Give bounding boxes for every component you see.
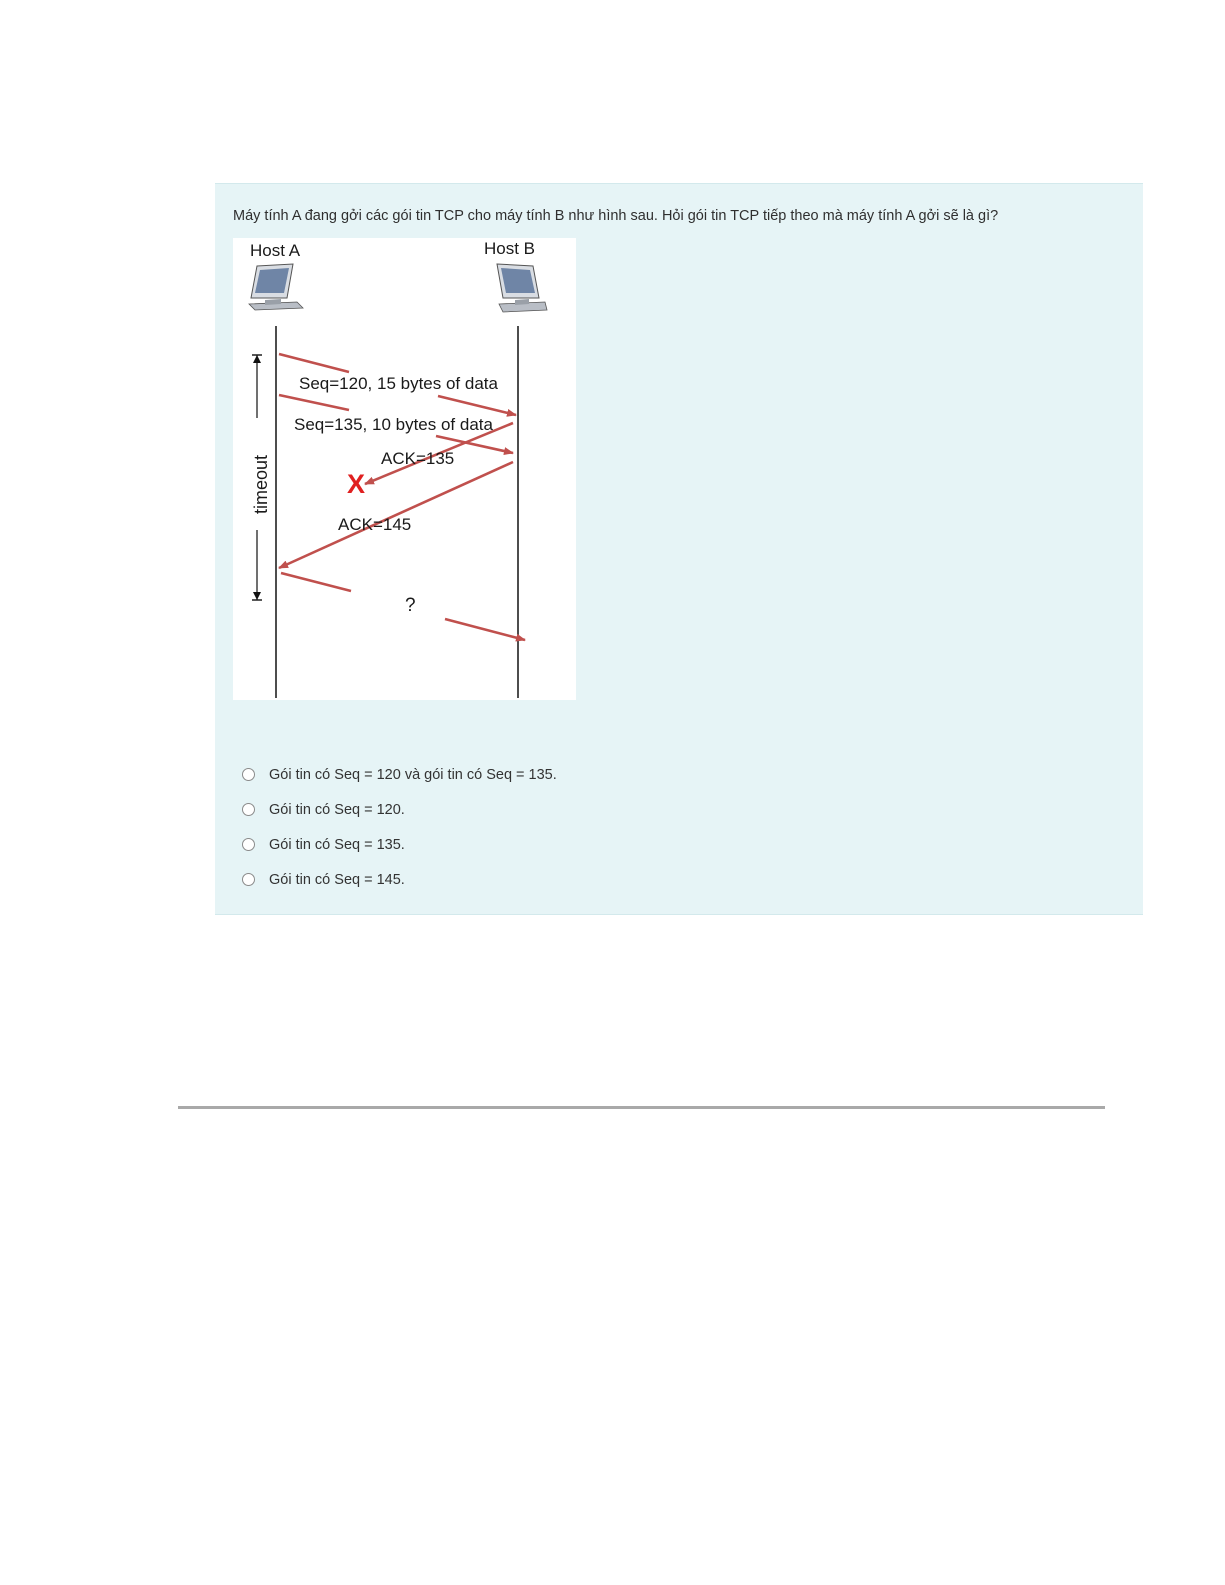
segment-arrows <box>279 354 525 640</box>
answer-option[interactable] <box>242 757 557 792</box>
radio-button[interactable] <box>242 838 255 851</box>
computer-icon <box>497 264 547 312</box>
question-text: Máy tính A đang gởi các gói tin TCP cho máy tính B như hình sau. Hỏi gói tin TCP tiếp theo mà máy tính A gởi sẽ là gì? <box>233 208 999 224</box>
unknown-packet-label: ? <box>405 595 416 616</box>
radio-button[interactable] <box>242 873 255 886</box>
seq120-arrow-start <box>279 354 349 372</box>
timeout-label: timeout <box>251 454 271 514</box>
host-a-label: Host A <box>250 241 301 260</box>
answer-option[interactable] <box>242 827 557 862</box>
ack135-label: ACK=135 <box>381 449 455 468</box>
host-b-label: Host B <box>484 239 536 258</box>
answer-option-label: Gói tin có Seq = 120. <box>269 801 405 818</box>
radio-button[interactable] <box>242 768 255 781</box>
retransmit-arrow-start <box>281 573 351 591</box>
answer-option-label: Gói tin có Seq = 145. <box>269 871 405 888</box>
question-card <box>215 183 1143 915</box>
seq135-label: Seq=135, 10 bytes of data <box>294 415 493 434</box>
lost-packet-mark: X <box>347 469 366 499</box>
computer-icon <box>249 264 303 310</box>
retransmit-arrow-end <box>445 619 525 640</box>
seq120-label: Seq=120, 15 bytes of data <box>299 374 498 393</box>
ack145-label: ACK=145 <box>338 515 412 534</box>
answer-option-label: Gói tin có Seq = 135. <box>269 836 405 853</box>
answer-option-label: Gói tin có Seq = 120 và gói tin có Seq = 135. <box>269 766 557 783</box>
seq120-arrow-end <box>438 396 516 415</box>
answer-option[interactable] <box>242 792 557 827</box>
diagram-svg <box>233 238 576 700</box>
answer-options <box>242 757 557 897</box>
answer-option[interactable] <box>242 862 557 897</box>
radio-button[interactable] <box>242 803 255 816</box>
tcp-sequence-diagram <box>233 238 576 700</box>
seq135-arrow-start <box>279 395 349 410</box>
horizontal-divider <box>178 1106 1105 1109</box>
